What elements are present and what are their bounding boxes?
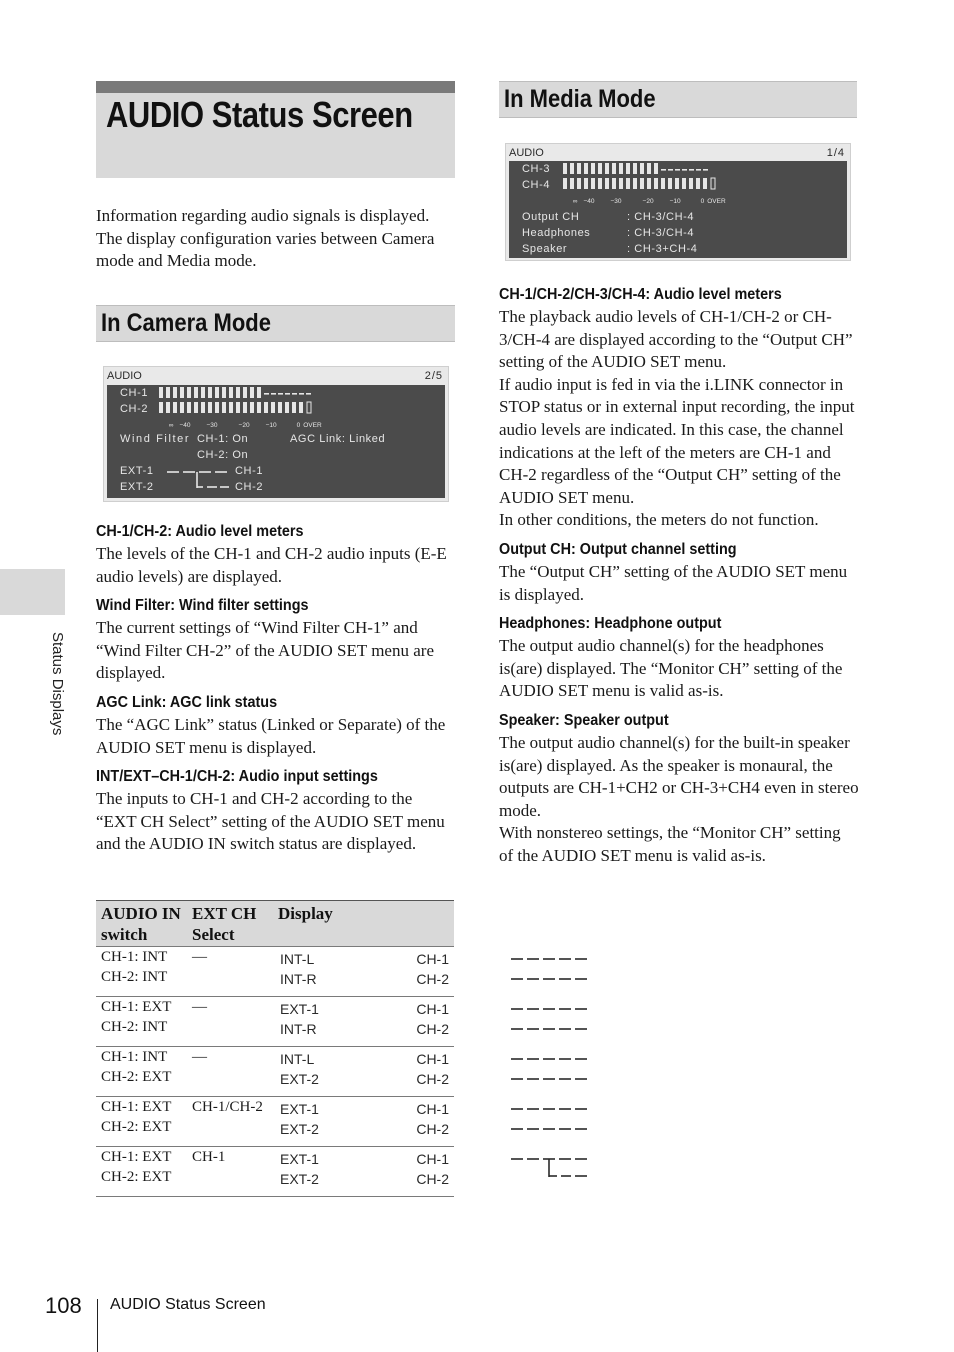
scale-over: OVER (707, 198, 726, 205)
meter-segment (563, 178, 567, 189)
meter-segment (250, 387, 254, 398)
ext-ch-select: CH-1 (192, 1149, 226, 1165)
meter-segment (682, 178, 686, 189)
media-item-1 (499, 286, 859, 532)
meter-segment (619, 163, 623, 174)
agc-link-value: AGC Link: Linked (290, 433, 386, 445)
item-body: The output audio channel(s) for the headphones is(are) displayed. The “Monitor CH” setting of the AUDIO SET menu is valid as-is. (499, 636, 843, 701)
media-ch3-label: CH-3 (522, 163, 551, 175)
item-body: The inputs to CH-1 and CH-2 according to the “EXT CH Select” setting of the AUDIO SET menu and the AUDIO IN switch status are displayed. (96, 789, 445, 854)
meter-segment (208, 402, 212, 413)
camera-item-4 (96, 768, 456, 856)
routing-line (509, 1004, 589, 1014)
meter-segment (236, 402, 240, 413)
meter-empty-segment (668, 169, 673, 171)
input-2: EXT-2 (280, 1121, 319, 1137)
meter-empty-segment (661, 169, 666, 171)
item-body-2: If audio input is fed in via the i.LINK connector in STOP status or in external input recording, the input audio levels are indicated. In this case, the channel indications at the left of the meters are CH-1 and CH-2 regardless of the “Output CH” setting of the AUDIO SET menu. (499, 374, 855, 507)
scale-0: 0 (296, 422, 301, 429)
output-ch-value: : CH-3/CH-4 (627, 211, 695, 223)
item-body: The current settings of “Wind Filter CH-1” and “Wind Filter CH-2” of the AUDIO SET menu are displayed. (96, 618, 434, 683)
item-body: The output audio channel(s) for the built-in speaker is(are) displayed. As the speaker is monaural, the outputs are CH-1+CH2 or CH-3+CH4 even in stereo mode. (499, 732, 859, 820)
meter-segment (598, 163, 602, 174)
meter-segment (166, 387, 170, 398)
row-divider (96, 1196, 454, 1197)
input-1: INT-L (280, 1051, 315, 1067)
routing-line (509, 954, 589, 964)
meter-segment (703, 178, 707, 189)
switch-ch2: CH-2: INT (101, 1019, 168, 1035)
speaker-value: : CH-3+CH-4 (627, 243, 698, 255)
display-line-1 (280, 1151, 454, 1169)
table-row (96, 997, 454, 1047)
meter-segment (299, 402, 303, 413)
footer-divider (97, 1299, 98, 1352)
footer-label: AUDIO Status Screen (110, 1296, 266, 1313)
meter-segment (264, 402, 268, 413)
scale-30: −30 (610, 198, 622, 205)
meter-over-segment (711, 178, 715, 189)
meter-segment (166, 402, 170, 413)
media-ch4-label: CH-4 (522, 179, 551, 191)
meter-segment (654, 178, 658, 189)
output-1: CH-1 (416, 1151, 449, 1167)
table-row (96, 947, 454, 997)
switch-ch1: CH-1: EXT (101, 999, 172, 1015)
ext-ch-select: — (192, 1049, 207, 1065)
meter-segment (222, 387, 226, 398)
meter-segment (619, 178, 623, 189)
page-number: 108 (45, 1293, 82, 1318)
input-1: EXT-1 (280, 1101, 319, 1117)
camera-audio-screen (103, 366, 449, 502)
meter-segment (612, 163, 616, 174)
meter-segment (243, 402, 247, 413)
meter-segment (236, 387, 240, 398)
media-meter-scale (562, 191, 726, 212)
meter-segment (194, 387, 198, 398)
meter-segment (278, 402, 282, 413)
item-body-2: With nonstereo settings, the “Monitor CH” setting of the AUDIO SET menu is valid as-is. (499, 823, 841, 865)
meter-segment (626, 163, 630, 174)
switch-ch2: CH-2: EXT (101, 1119, 172, 1135)
headphones-label: Headphones (522, 227, 591, 239)
meter-empty-segment (285, 393, 290, 395)
meter-segment (271, 402, 275, 413)
display-line-1 (280, 951, 454, 969)
meter-segment (180, 387, 184, 398)
meter-segment (577, 163, 581, 174)
meter-segment (577, 178, 581, 189)
output-2: CH-2 (416, 1121, 449, 1137)
meter-segment (647, 163, 651, 174)
meter-empty-segment (689, 169, 694, 171)
routing-line (509, 974, 589, 984)
input-2: INT-R (280, 1021, 317, 1037)
headphones-value: : CH-3/CH-4 (627, 227, 695, 239)
switch-ch1: CH-1: EXT (101, 1099, 172, 1115)
out-ch2-label: CH-2 (235, 481, 264, 493)
routing-split-line (509, 1154, 591, 1180)
routing-line (509, 1124, 589, 1134)
ext-ch-select: — (192, 949, 207, 965)
meter-segment (159, 402, 163, 413)
meter-segment (215, 387, 219, 398)
meter-segment (626, 178, 630, 189)
camera-mode-heading-text: In Camera Mode (101, 309, 271, 337)
meter-segment (229, 402, 233, 413)
routing-line (509, 1104, 589, 1114)
meter-segment (584, 163, 588, 174)
meter-segment (201, 402, 205, 413)
meter-segment (285, 402, 289, 413)
scale-20: −20 (238, 422, 250, 429)
media-screen-header-left: AUDIO (509, 147, 544, 159)
media-mode-heading-text: In Media Mode (504, 85, 656, 113)
table-row (96, 1097, 454, 1147)
meter-segment (696, 178, 700, 189)
media-item-2 (499, 541, 859, 606)
camera-item-3 (96, 694, 456, 759)
media-item-3 (499, 615, 859, 703)
meter-empty-segment (696, 169, 701, 171)
scale-10: −10 (265, 422, 277, 429)
meter-segment (640, 178, 644, 189)
table-row (96, 1147, 454, 1197)
output-2: CH-2 (416, 1171, 449, 1187)
item-body: The levels of the CH-1 and CH-2 audio inputs (E-E audio levels) are displayed. (96, 544, 447, 586)
camera-item-2 (96, 597, 456, 685)
routing-line (509, 1074, 589, 1084)
meter-segment (292, 402, 296, 413)
input-2: EXT-2 (280, 1171, 319, 1187)
output-2: CH-2 (416, 971, 449, 987)
routing-line (509, 1054, 589, 1064)
meter-segment (661, 178, 665, 189)
camera-ch1-label: CH-1 (120, 387, 149, 399)
meter-segment (654, 163, 658, 174)
item-heading: AGC Link: AGC link status (96, 693, 278, 711)
side-tab (0, 569, 65, 615)
out-ch1-label: CH-1 (235, 465, 264, 477)
col-ext-ch-select: EXT CH Select (192, 904, 257, 944)
input-2: INT-R (280, 971, 317, 987)
wind-filter-label: Wind Filter (120, 433, 191, 445)
meter-segment (584, 178, 588, 189)
scale-30: −30 (206, 422, 218, 429)
meter-empty-segment (271, 393, 276, 395)
display-line-2 (280, 971, 454, 989)
output-2: CH-2 (416, 1021, 449, 1037)
meter-segment (633, 178, 637, 189)
scale-40: −40 (179, 422, 191, 429)
meter-segment (675, 178, 679, 189)
input-2: EXT-2 (280, 1071, 319, 1087)
scale-over: OVER (303, 422, 322, 429)
routing-line (509, 1024, 589, 1034)
meter-segment (605, 178, 609, 189)
meter-segment (570, 178, 574, 189)
meter-segment (257, 387, 261, 398)
meter-empty-segment (675, 169, 680, 171)
display-line-2 (280, 1071, 454, 1089)
output-2: CH-2 (416, 1071, 449, 1087)
speaker-label: Speaker (522, 243, 568, 255)
meter-empty-segment (278, 393, 283, 395)
item-heading: Output CH: Output channel setting (499, 540, 737, 558)
display-line-2 (280, 1171, 454, 1189)
meter-empty-segment (703, 169, 708, 171)
ext1-label: EXT-1 (120, 465, 154, 477)
camera-mode-heading (96, 305, 455, 342)
meter-segment (180, 402, 184, 413)
media-item-4 (499, 712, 859, 868)
display-line-2 (280, 1121, 454, 1139)
meter-segment (591, 178, 595, 189)
meter-segment (612, 178, 616, 189)
meter-segment (222, 402, 226, 413)
meter-over-segment (307, 402, 311, 413)
ext2-label: EXT-2 (120, 481, 154, 493)
col-display: Display (278, 904, 333, 923)
switch-ch1: CH-1: INT (101, 949, 168, 965)
meter-segment (668, 178, 672, 189)
meter-segment (215, 402, 219, 413)
media-screen-header-right: 1/4 (826, 147, 845, 159)
item-heading: Wind Filter: Wind filter settings (96, 597, 309, 615)
meter-segment (563, 163, 567, 174)
meter-segment (173, 387, 177, 398)
display-line-1 (280, 1051, 454, 1069)
media-screen-display (509, 161, 847, 258)
meter-segment (257, 402, 261, 413)
meter-segment (187, 402, 191, 413)
item-body: The playback audio levels of CH-1/CH-2 or CH-3/CH-4 are displayed according to the “Output CH” setting of the AUDIO SET menu. (499, 307, 853, 372)
table-header (96, 900, 454, 946)
camera-routing-lines (165, 465, 233, 495)
meter-empty-segment (292, 393, 297, 395)
ext-ch-select: CH-1/CH-2 (192, 1099, 263, 1115)
camera-ch2-label: CH-2 (120, 403, 149, 415)
output-1: CH-1 (416, 951, 449, 967)
scale-20: −20 (642, 198, 654, 205)
output-1: CH-1 (416, 1101, 449, 1117)
camera-item-1 (96, 523, 456, 588)
meter-segment (250, 402, 254, 413)
switch-ch2: CH-2: EXT (101, 1069, 172, 1085)
display-line-1 (280, 1001, 454, 1019)
meter-empty-segment (682, 169, 687, 171)
meter-segment (640, 163, 644, 174)
page-title: AUDIO Status Screen (106, 94, 413, 135)
input-1: INT-L (280, 951, 315, 967)
meter-segment (243, 387, 247, 398)
camera-screen-display (107, 385, 445, 498)
wind-ch1-value: CH-1: On (197, 433, 249, 445)
meter-segment (647, 178, 651, 189)
meter-segment (187, 387, 191, 398)
title-bar-accent (96, 81, 455, 93)
media-mode-heading (499, 81, 857, 118)
meter-segment (201, 387, 205, 398)
switch-ch2: CH-2: EXT (101, 1169, 172, 1185)
display-line-2 (280, 1021, 454, 1039)
meter-segment (173, 402, 177, 413)
intro-paragraph: Information regarding audio signals is displayed. The display configuration varies between Camera mode and Media mode. (96, 206, 435, 271)
meter-empty-segment (299, 393, 304, 395)
item-heading: Headphones: Headphone output (499, 615, 722, 633)
switch-ch1: CH-1: INT (101, 1049, 168, 1065)
meter-segment (598, 178, 602, 189)
camera-items (96, 523, 456, 856)
ext-ch-select: — (192, 999, 207, 1015)
media-items (499, 286, 859, 867)
meter-segment (605, 163, 609, 174)
media-audio-screen (505, 143, 851, 261)
meter-segment (229, 387, 233, 398)
item-body: The “AGC Link” status (Linked or Separate) of the AUDIO SET menu is displayed. (96, 714, 446, 757)
switch-ch2: CH-2: INT (101, 969, 168, 985)
wind-ch2-value: CH-2: On (197, 449, 249, 461)
input-1: EXT-1 (280, 1001, 319, 1017)
output-ch-label: Output CH (522, 211, 580, 223)
scale-0: 0 (700, 198, 705, 205)
side-tab-label: Status Displays (49, 632, 66, 736)
meter-empty-segment (306, 393, 311, 395)
meter-empty-segment (264, 393, 269, 395)
meter-segment (194, 402, 198, 413)
output-1: CH-1 (416, 1051, 449, 1067)
camera-screen-header-right: 2/5 (424, 370, 443, 382)
meter-segment (591, 163, 595, 174)
display-line-1 (280, 1101, 454, 1119)
output-1: CH-1 (416, 1001, 449, 1017)
meter-segment (570, 163, 574, 174)
input-1: EXT-1 (280, 1151, 319, 1167)
scale-inf: ∞ (168, 422, 174, 429)
item-body-3: In other conditions, the meters do not function. (499, 510, 819, 530)
camera-screen-header-left: AUDIO (107, 370, 142, 382)
item-heading: Speaker: Speaker output (499, 711, 669, 729)
meter-segment (159, 387, 163, 398)
scale-40: −40 (583, 198, 595, 205)
item-heading: CH-1/CH-2: Audio level meters (96, 523, 304, 540)
item-body: The “Output CH” setting of the AUDIO SET menu is displayed. (499, 561, 848, 604)
scale-inf: ∞ (572, 198, 578, 205)
item-heading: CH-1/CH-2/CH-3/CH-4: Audio level meters (499, 286, 782, 303)
meter-segment (689, 178, 693, 189)
item-heading: INT/EXT–CH-1/CH-2: Audio input settings (96, 768, 378, 786)
col-audio-in: AUDIO IN switch (101, 904, 181, 944)
scale-10: −10 (669, 198, 681, 205)
meter-segment (208, 387, 212, 398)
meter-segment (633, 163, 637, 174)
table-row (96, 1047, 454, 1097)
switch-ch1: CH-1: EXT (101, 1149, 172, 1165)
